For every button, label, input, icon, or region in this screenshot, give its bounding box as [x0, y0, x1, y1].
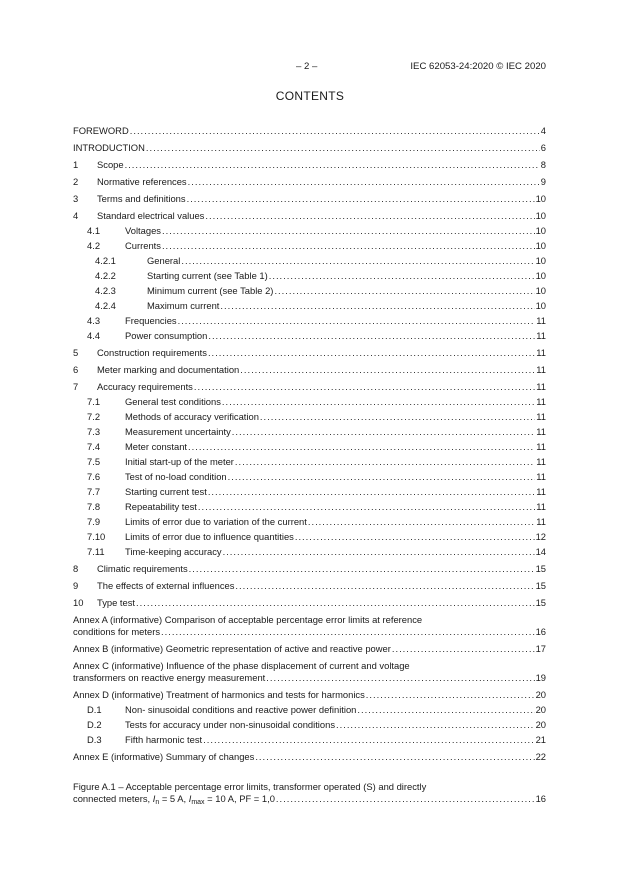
dot-leader [187, 193, 535, 205]
toc-entry[interactable] [73, 347, 546, 359]
toc-entry-title: Test of no-load condition [125, 471, 227, 482]
toc-entry-number: 3 [73, 193, 79, 204]
dot-leader [357, 704, 534, 716]
toc-entry-page: 11 [536, 456, 546, 467]
toc-entry[interactable] [73, 660, 546, 684]
dot-leader [235, 456, 535, 468]
toc-entry-row [73, 719, 546, 731]
dot-leader [189, 563, 535, 575]
toc-entry-number: 2 [73, 176, 79, 187]
toc-entry-page: 15 [535, 580, 546, 591]
toc-entry-number: 4.2.3 [95, 285, 116, 296]
toc-entry-page: 11 [536, 501, 546, 512]
toc-entry-number: D.3 [87, 734, 102, 745]
toc-entry-page: 17 [535, 643, 546, 654]
toc-entry-row [73, 125, 546, 137]
figure-text: connected meters, [73, 793, 153, 804]
toc-entry-title: Limits of error due to influence quantities [125, 531, 294, 542]
toc-entry-page: 8 [540, 159, 546, 170]
toc-entry-title: Accuracy requirements [97, 381, 193, 392]
dot-leader [198, 501, 535, 513]
toc-entry[interactable] [73, 546, 546, 558]
toc-entry-number: 1 [73, 159, 79, 170]
toc-entry-page: 15 [535, 597, 546, 608]
toc-entry-title: conditions for meters [73, 626, 161, 637]
toc-entry-page: 10 [535, 225, 546, 236]
toc-entry-number: 5 [73, 347, 79, 358]
toc-entry-number: 7 [73, 381, 79, 392]
toc-entry-title: Repeatability test [125, 501, 197, 512]
toc-entry-row [73, 751, 546, 763]
toc-entry-title: Starting current (see Table 1) [147, 270, 268, 281]
toc-entry-title: Meter constant [125, 441, 188, 452]
toc-entry-row [73, 643, 546, 655]
toc-entry-page: 12 [535, 531, 546, 542]
toc-entry[interactable] [73, 643, 546, 655]
dot-leader [336, 719, 535, 731]
toc-entry-title: Annex E (informative) Summary of changes [73, 751, 255, 762]
figure-title-line2 [73, 793, 275, 809]
toc-entry-row [73, 580, 546, 592]
toc-entry-page: 10 [535, 210, 546, 221]
toc-entry-page: 14 [535, 546, 546, 557]
toc-entry-title: Non- sinusoidal conditions and reactive power definition [125, 704, 357, 715]
toc-entry[interactable] [73, 426, 546, 438]
toc-entry-number: 7.7 [87, 486, 101, 497]
dot-leader [223, 546, 535, 558]
toc-entry[interactable] [73, 142, 546, 154]
toc-entry-page: 15 [535, 563, 546, 574]
toc-entry-number: 7.4 [87, 441, 101, 452]
toc-entry[interactable] [73, 396, 546, 408]
toc-entry-row [73, 193, 546, 205]
toc-entry-number: 7.11 [87, 546, 105, 557]
toc-entry-row [73, 142, 546, 154]
toc-entry[interactable] [73, 734, 546, 746]
toc-entry-title: FOREWORD [73, 125, 129, 136]
toc-entry-number: 8 [73, 563, 79, 574]
toc-entry-title: INTRODUCTION [73, 142, 145, 153]
toc-entry-title: The effects of external influences [97, 580, 235, 591]
toc-entry[interactable] [73, 411, 546, 423]
toc-entry-page: 21 [535, 734, 546, 745]
dot-leader [222, 396, 535, 408]
dot-leader [240, 364, 535, 376]
toc-entry-page: 20 [535, 704, 546, 715]
toc-entry[interactable] [73, 364, 546, 376]
toc-entry-title: General test conditions [125, 396, 221, 407]
toc-entry[interactable] [73, 159, 546, 171]
toc-entry-title: Voltages [125, 225, 161, 236]
toc-entry-title: Initial start-up of the meter [125, 456, 234, 467]
toc-entry-row [73, 486, 546, 498]
standard-reference: IEC 62053-24:2020 © IEC 2020 [410, 61, 546, 72]
toc-entry-row [73, 563, 546, 575]
toc-entry-row [73, 411, 546, 423]
toc-entry-row [73, 456, 546, 468]
dot-leader [161, 626, 535, 638]
toc-entry-page: 20 [535, 689, 546, 700]
toc-entry-row [73, 330, 546, 342]
toc-entry-title: Standard electrical values [97, 210, 205, 221]
toc-entry-row [73, 315, 546, 327]
toc-entry-page: 10 [535, 270, 546, 281]
toc-entry-row [73, 176, 546, 188]
dot-leader [276, 793, 535, 805]
toc-entry-page: 11 [536, 486, 546, 497]
toc-entry-row [73, 597, 546, 609]
toc-entry-title: Annex D (informative) Treatment of harmonics and tests for harmonics [73, 689, 365, 700]
toc-entry-page: 22 [535, 751, 546, 762]
toc-entry-row [73, 516, 546, 528]
dot-leader [235, 580, 534, 592]
toc-entry-title-line1: Annex A (informative) Comparison of acceptable percentage error limits at reference [73, 614, 423, 625]
toc-entry-number: 7.6 [87, 471, 101, 482]
toc-entry-row [73, 704, 546, 716]
dot-leader [208, 486, 535, 498]
dot-leader [255, 751, 534, 763]
toc-entry-number: 4.2.4 [95, 300, 116, 311]
dot-leader [194, 381, 535, 393]
dot-leader [274, 285, 534, 297]
toc-entry-page: 11 [536, 426, 546, 437]
dot-leader [162, 225, 535, 237]
toc-entry-title: Limits of error due to variation of the current [125, 516, 307, 527]
subscript-max: max [191, 799, 205, 806]
toc-entry-row [73, 672, 546, 684]
toc-entry-number: 4.2 [87, 240, 101, 251]
toc-entry[interactable] [73, 300, 546, 312]
toc-entry[interactable] [73, 501, 546, 513]
dot-leader [205, 210, 534, 222]
toc-entry-page: 11 [536, 315, 546, 326]
dot-leader [366, 689, 535, 701]
toc-entry-number: 6 [73, 364, 79, 375]
toc-entry-title: Power consumption [125, 330, 208, 341]
figure-text: = 5 A, [159, 793, 189, 804]
dot-leader [125, 159, 540, 171]
toc-entry-title: Normative references [97, 176, 187, 187]
toc-entry[interactable] [73, 751, 546, 763]
toc-entry-page: 10 [535, 285, 546, 296]
toc-entry-row [73, 347, 546, 359]
toc-entry-row [73, 441, 546, 453]
toc-entry-number: 7.5 [87, 456, 101, 467]
toc-entry-page: 4 [540, 125, 546, 136]
dot-leader [232, 426, 535, 438]
dot-leader [392, 643, 535, 655]
toc-entry-page: 11 [536, 516, 546, 527]
dot-leader [260, 411, 535, 423]
toc-entry-number: 4 [73, 210, 79, 221]
toc-entry[interactable] [73, 381, 546, 393]
dot-leader [178, 315, 536, 327]
toc-entry-page: 11 [536, 396, 546, 407]
toc-entry[interactable] [73, 614, 546, 638]
toc-entry-number: 9 [73, 580, 79, 591]
toc-entry[interactable] [73, 240, 546, 252]
toc-entry-number: 4.3 [87, 315, 101, 326]
toc-entry[interactable] [73, 531, 546, 543]
toc-entry-number: D.1 [87, 704, 102, 715]
toc-entry-number: 4.4 [87, 330, 101, 341]
toc-entry-page: 11 [536, 471, 546, 482]
page-header [0, 61, 620, 75]
toc-entry-row [73, 626, 546, 638]
toc-entry[interactable] [73, 704, 546, 716]
toc-entry-title: Currents [125, 240, 161, 251]
toc-entry-row [73, 546, 546, 558]
toc-entry[interactable] [73, 516, 546, 528]
toc-entry[interactable] [73, 563, 546, 575]
dot-leader [295, 531, 535, 543]
toc-entry-title: Scope [97, 159, 124, 170]
toc-entry-row [73, 471, 546, 483]
toc-entry-number: 7.8 [87, 501, 101, 512]
dot-leader [146, 142, 540, 154]
toc-entry-title: Time-keeping accuracy [125, 546, 222, 557]
figure-text: = 10 A, PF = 1,0 [204, 793, 275, 804]
dot-leader [203, 734, 534, 746]
dot-leader [228, 471, 536, 483]
toc-entry-number: 7.3 [87, 426, 101, 437]
toc-entry-row [73, 270, 546, 282]
toc-entry-number: 7.1 [87, 396, 101, 407]
toc-entry-title: Climatic requirements [97, 563, 188, 574]
toc-entry-title: Meter marking and documentation [97, 364, 240, 375]
toc-entry-row [73, 501, 546, 513]
toc-entry-title: Terms and definitions [97, 193, 186, 204]
toc-entry[interactable] [73, 270, 546, 282]
toc-entry-page: 11 [536, 441, 546, 452]
toc-entry[interactable] [73, 330, 546, 342]
toc-entry[interactable] [73, 285, 546, 297]
toc-entry-title: Measurement uncertainty [125, 426, 231, 437]
toc-entry-row [73, 225, 546, 237]
toc-entry-page: 10 [535, 255, 546, 266]
toc-entry[interactable] [73, 225, 546, 237]
dot-leader [308, 516, 535, 528]
toc-entry[interactable] [73, 193, 546, 205]
table-of-contents [73, 125, 546, 809]
toc-entry[interactable] [73, 486, 546, 498]
toc-entry-row [73, 531, 546, 543]
toc-entry-title: Fifth harmonic test [125, 734, 203, 745]
toc-entry-row [73, 210, 546, 222]
figure-title-line1: Figure A.1 – Acceptable percentage error limits, transformer operated (S) and directly [73, 781, 427, 792]
dot-leader [220, 300, 534, 312]
toc-entry-title: Type test [97, 597, 136, 608]
toc-entry-page: 10 [535, 300, 546, 311]
toc-entry-page: 11 [536, 411, 546, 422]
toc-entry-row [73, 426, 546, 438]
toc-entry-row [73, 255, 546, 267]
symbol-i: I [152, 793, 156, 804]
toc-entry[interactable] [73, 456, 546, 468]
toc-entry-title: Methods of accuracy verification [125, 411, 259, 422]
toc-entry-number: 7.9 [87, 516, 101, 527]
toc-entry-title: Frequencies [125, 315, 177, 326]
toc-entry-title: Annex B (informative) Geometric representation of active and reactive power [73, 643, 391, 654]
symbol-i: I [188, 793, 192, 804]
toc-entry[interactable] [73, 255, 546, 267]
toc-entry-number: 10 [73, 597, 84, 608]
dot-leader [181, 255, 534, 267]
dot-leader [162, 240, 535, 252]
toc-entry-number: 4.2.2 [95, 270, 116, 281]
dot-leader [136, 597, 535, 609]
toc-entry-number: D.2 [87, 719, 102, 730]
toc-entry-row [73, 300, 546, 312]
toc-entry[interactable] [73, 441, 546, 453]
toc-entry-page: 9 [540, 176, 546, 187]
toc-entry-page: 11 [536, 347, 546, 358]
dot-leader [269, 270, 535, 282]
toc-entry-row [73, 381, 546, 393]
toc-entry-row [73, 159, 546, 171]
toc-entry-row [73, 734, 546, 746]
toc-entry[interactable] [73, 210, 546, 222]
dot-leader [208, 330, 535, 342]
contents-title: CONTENTS [275, 89, 345, 103]
toc-entry-row [73, 689, 546, 701]
toc-entry-title: Tests for accuracy under non-sinusoidal conditions [125, 719, 336, 730]
toc-entry-row [73, 396, 546, 408]
dot-leader [130, 125, 540, 137]
toc-entry[interactable] [73, 471, 546, 483]
subscript-n: n [155, 799, 160, 806]
toc-entry-title-line1: Annex C (informative) Influence of the phase displacement of current and voltage [73, 660, 410, 671]
toc-entry[interactable] [73, 176, 546, 188]
toc-entry[interactable] [73, 125, 546, 137]
toc-entry-number: 4.1 [87, 225, 101, 236]
toc-entry-number: 7.2 [87, 411, 101, 422]
toc-entry-title: Starting current test [125, 486, 207, 497]
figure-entry-row [73, 793, 546, 809]
toc-entry-title: transformers on reactive energy measurement [73, 672, 266, 683]
toc-entry[interactable] [73, 315, 546, 327]
toc-entry-page: 19 [535, 672, 546, 683]
toc-entry-row [73, 285, 546, 297]
toc-entry-title: General [147, 255, 181, 266]
page-number: – 2 – [296, 61, 318, 72]
toc-entry[interactable] [73, 580, 546, 592]
toc-entry-page: 11 [536, 381, 546, 392]
toc-entry-number: 4.2.1 [95, 255, 116, 266]
dot-leader [266, 672, 534, 684]
toc-entry[interactable] [73, 719, 546, 731]
toc-entry-title: Maximum current [147, 300, 220, 311]
toc-entry-page: 11 [536, 330, 546, 341]
toc-entry-number: 7.10 [87, 531, 106, 542]
toc-entry-page: 20 [535, 719, 546, 730]
dot-leader [208, 347, 535, 359]
toc-entry-page: 10 [535, 193, 546, 204]
toc-entry-row [73, 240, 546, 252]
toc-entry[interactable] [73, 689, 546, 701]
dot-leader [188, 176, 540, 188]
figure-entry-page: 16 [535, 793, 546, 804]
toc-entry-page: 10 [535, 240, 546, 251]
toc-entry-title: Construction requirements [97, 347, 207, 358]
toc-entry-page: 11 [536, 364, 546, 375]
dot-leader [188, 441, 535, 453]
toc-entry-page: 6 [540, 142, 546, 153]
toc-entry[interactable] [73, 597, 546, 609]
figure-entry[interactable] [73, 781, 546, 809]
toc-entry-row [73, 364, 546, 376]
toc-entry-title: Minimum current (see Table 2) [147, 285, 274, 296]
toc-entry-page: 16 [535, 626, 546, 637]
